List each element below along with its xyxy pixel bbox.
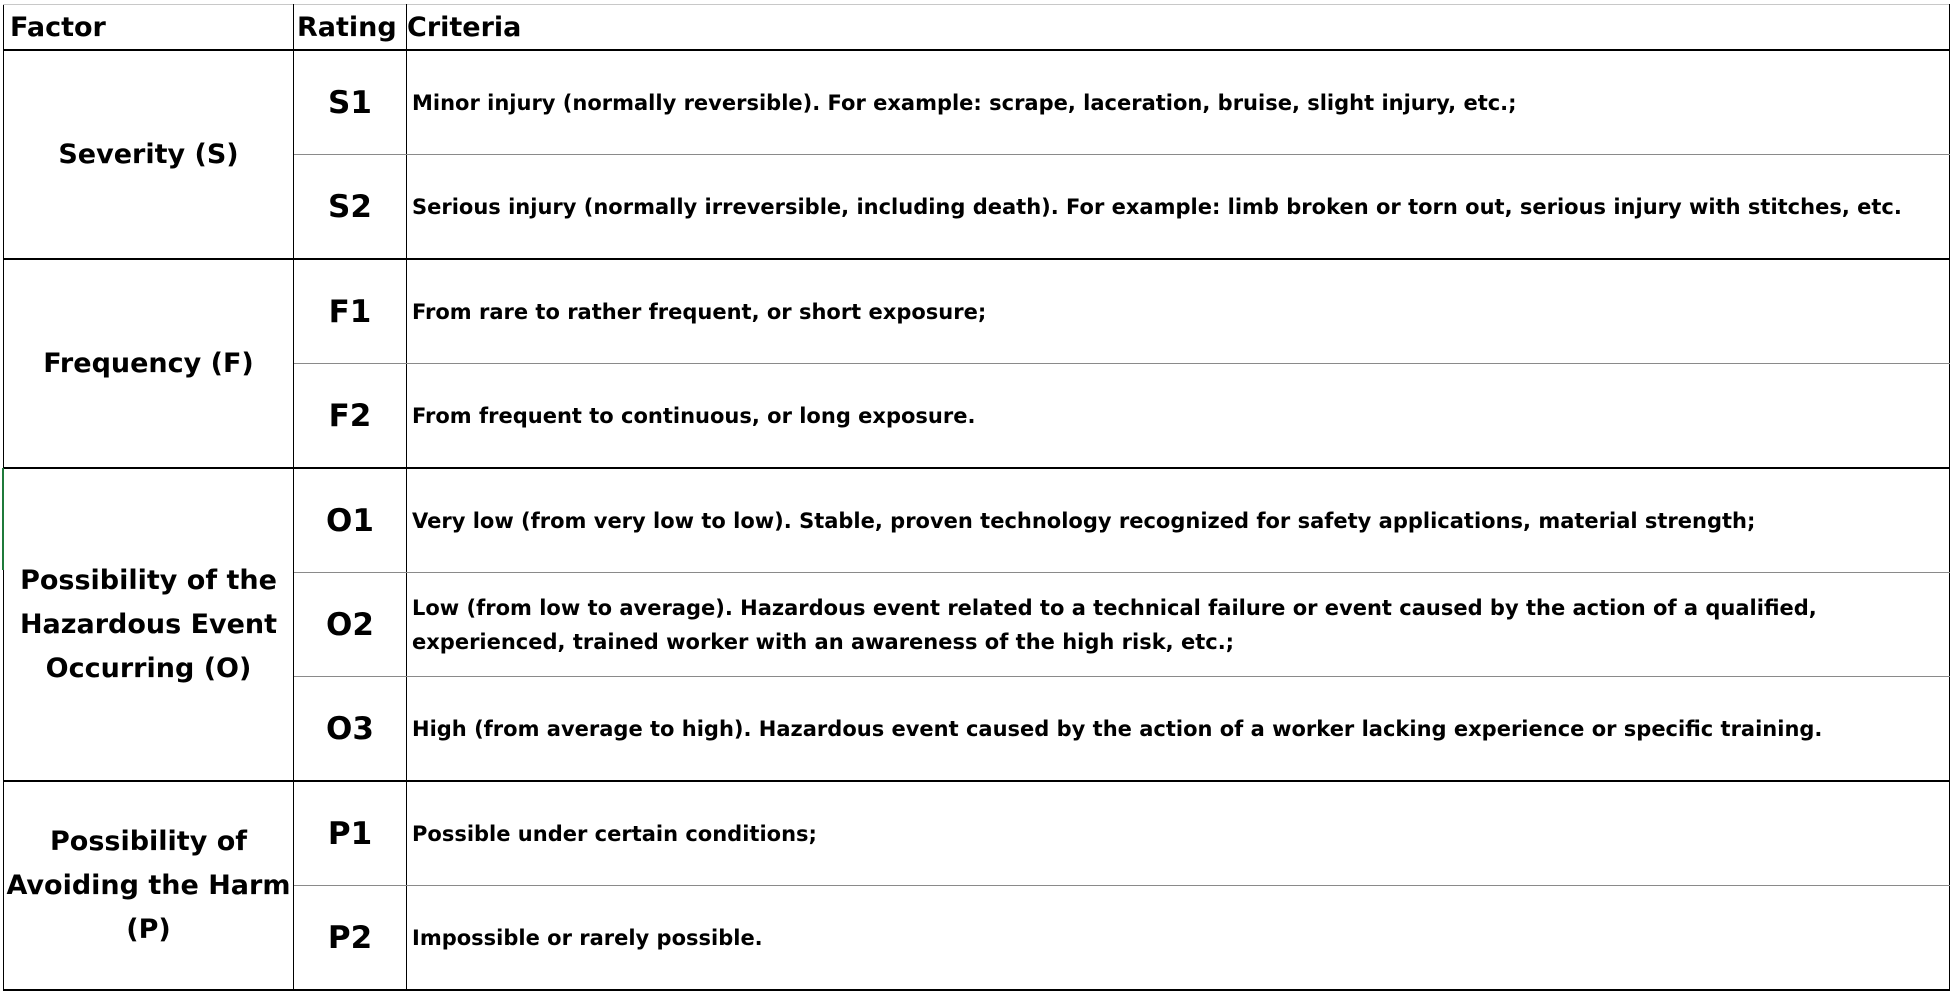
rating-cell-o3[interactable]: O3 (294, 677, 407, 782)
table-row-s1 (4, 50, 1950, 155)
factor-cell-occurrence[interactable]: Possibility of the Hazardous Event Occurring (O) (4, 468, 294, 781)
header-criteria[interactable]: Criteria (407, 5, 1950, 51)
table-row-p1 (4, 781, 1950, 886)
table-row-s2 (4, 155, 1950, 260)
rating-cell-s2[interactable]: S2 (294, 155, 407, 260)
factor-cell-frequency[interactable]: Frequency (F) (4, 259, 294, 468)
risk-factor-table (3, 4, 1950, 991)
criteria-cell-o3[interactable]: High (from average to high). Hazardous event caused by the action of a worker lacking experience or specific training. (407, 677, 1950, 782)
header-row (4, 5, 1950, 51)
rating-cell-s1[interactable]: S1 (294, 50, 407, 155)
header-rating[interactable]: Rating (294, 5, 407, 51)
criteria-cell-s2[interactable]: Serious injury (normally irreversible, including death). For example: limb broken or torn out, serious injury with stitches, etc. (407, 155, 1950, 260)
factor-cell-severity[interactable]: Severity (S) (4, 50, 294, 259)
table-row-f2 (4, 364, 1950, 469)
rating-cell-o2[interactable]: O2 (294, 573, 407, 677)
table-row-o3 (4, 677, 1950, 782)
header-factor[interactable]: Factor (4, 5, 294, 51)
table-row-p2 (4, 886, 1950, 991)
factor-cell-avoidance[interactable]: Possibility of Avoiding the Harm (P) (4, 781, 294, 990)
criteria-cell-s1[interactable]: Minor injury (normally reversible). For example: scrape, laceration, bruise, slight injury, etc.; (407, 50, 1950, 155)
cell-selection-marker (2, 468, 4, 570)
rating-cell-p2[interactable]: P2 (294, 886, 407, 991)
criteria-cell-o1[interactable]: Very low (from very low to low). Stable, proven technology recognized for safety applications, material strength; (407, 468, 1950, 573)
criteria-cell-p2[interactable]: Impossible or rarely possible. (407, 886, 1950, 991)
rating-cell-o1[interactable]: O1 (294, 468, 407, 573)
rating-cell-f2[interactable]: F2 (294, 364, 407, 469)
table-row-o1 (4, 468, 1950, 573)
rating-cell-f1[interactable]: F1 (294, 259, 407, 364)
criteria-cell-p1[interactable]: Possible under certain conditions; (407, 781, 1950, 886)
table-row-o2 (4, 573, 1950, 677)
criteria-cell-f1[interactable]: From rare to rather frequent, or short exposure; (407, 259, 1950, 364)
table-row-f1 (4, 259, 1950, 364)
criteria-cell-o2[interactable]: Low (from low to average). Hazardous event related to a technical failure or event caused by the action of a qualified, experienced, trained worker with an awareness of the high risk, etc.; (407, 573, 1950, 677)
rating-cell-p1[interactable]: P1 (294, 781, 407, 886)
criteria-cell-f2[interactable]: From frequent to continuous, or long exposure. (407, 364, 1950, 469)
risk-factor-table-sheet (3, 4, 1950, 991)
